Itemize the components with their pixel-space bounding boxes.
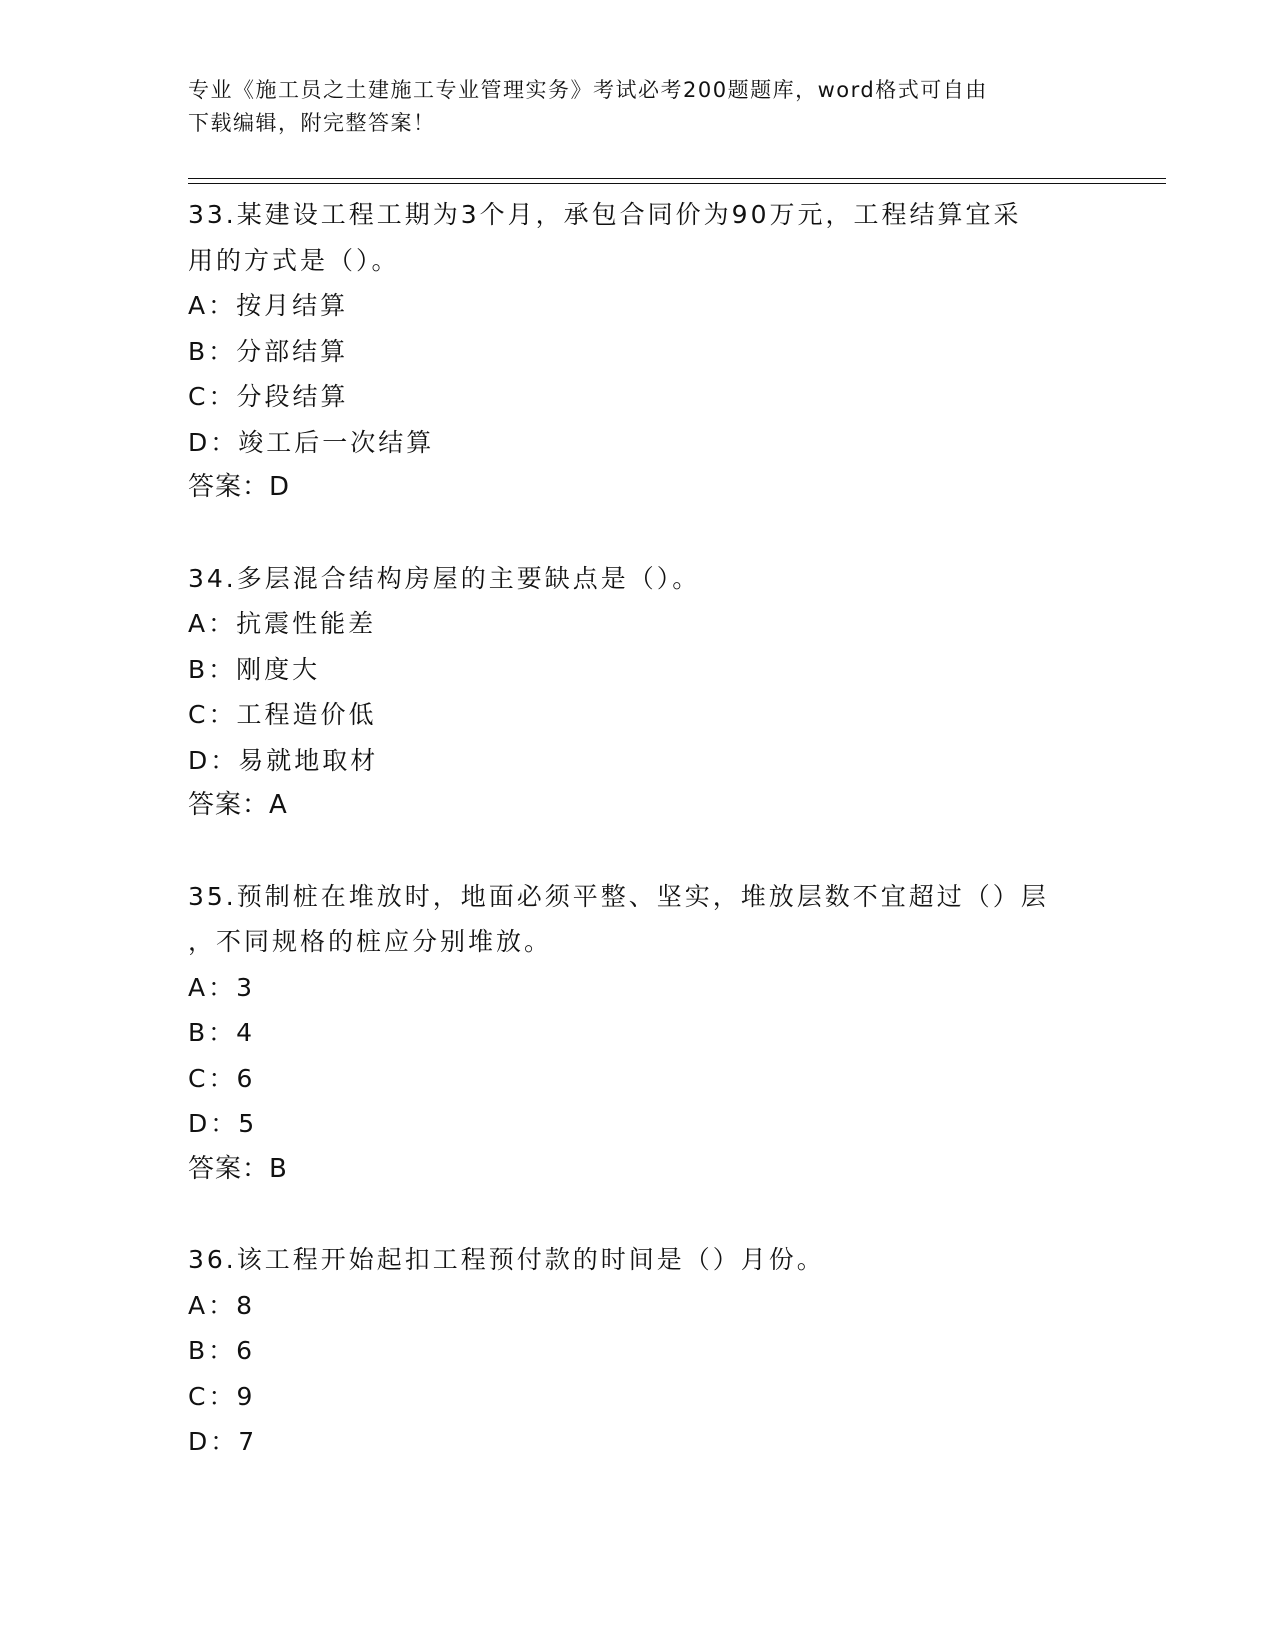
option-letter: C： [188, 700, 237, 729]
option-text: 易就地取材 [238, 745, 379, 775]
option-letter: A： [188, 609, 237, 638]
option-b [188, 329, 1088, 375]
option-text: 分部结算 [236, 336, 349, 366]
option-letter: A： [188, 1290, 237, 1320]
option-letter: D： [188, 1109, 239, 1138]
option-text: 按月结算 [236, 291, 349, 320]
option-d [188, 1101, 1088, 1147]
question-stem-line-1: 33.某建设工程工期为3个月，承包合同价为90万元，工程结算宜采 [188, 200, 1022, 229]
option-letter: C： [188, 1063, 237, 1093]
option-letter: C： [188, 382, 237, 411]
option-letter: D： [188, 745, 239, 775]
option-a [188, 965, 1088, 1011]
option-text: 刚度大 [236, 654, 321, 684]
option-letter: A： [188, 972, 237, 1002]
option-c [188, 692, 1088, 738]
question-35 [188, 874, 1088, 1193]
option-d [188, 420, 1088, 466]
header-divider-bottom [188, 183, 1166, 184]
question-stem-line-2: 用的方式是（）。 [188, 245, 400, 275]
question-stem [188, 1237, 1088, 1283]
option-letter: B： [188, 336, 237, 366]
question-stem [188, 192, 1088, 283]
option-text: 9 [236, 1381, 256, 1411]
option-text: 6 [236, 1336, 256, 1365]
option-text: 竣工后一次结算 [238, 427, 435, 457]
option-text: 分段结算 [236, 382, 349, 411]
option-b [188, 1010, 1088, 1056]
option-a [188, 283, 1088, 329]
option-b [188, 1328, 1088, 1374]
question-stem-line-2: ，不同规格的桩应分别堆放。 [188, 927, 553, 956]
header-line-2: 下载编辑，附完整答案！ [188, 111, 436, 135]
answer-line: 答案：A [188, 790, 288, 820]
question-36 [188, 1237, 1088, 1465]
question-stem-line-1: 36.该工程开始起扣工程预付款的时间是（）月份。 [188, 1245, 825, 1274]
option-letter: C： [188, 1381, 237, 1411]
option-c [188, 1056, 1088, 1102]
option-c [188, 1374, 1088, 1420]
option-d [188, 1419, 1088, 1465]
header-divider-top [188, 178, 1166, 179]
option-text: 抗震性能差 [236, 609, 377, 638]
option-b [188, 647, 1088, 693]
option-text: 3 [236, 972, 256, 1002]
question-33 [188, 192, 1088, 511]
option-text: 4 [236, 1018, 256, 1047]
option-letter: B： [188, 1018, 237, 1047]
question-stem [188, 874, 1088, 965]
option-text: 5 [238, 1109, 258, 1138]
question-stem [188, 556, 1088, 602]
question-stem-line-1: 34.多层混合结构房屋的主要缺点是（）。 [188, 563, 701, 593]
option-text: 6 [236, 1063, 256, 1093]
question-list [188, 192, 1088, 1510]
option-letter: D： [188, 1427, 239, 1456]
option-text: 8 [236, 1290, 256, 1320]
question-34 [188, 556, 1088, 829]
answer-line: 答案：B [188, 1153, 288, 1184]
option-letter: B： [188, 1336, 237, 1365]
option-letter: B： [188, 654, 237, 684]
option-letter: A： [188, 291, 237, 320]
option-a [188, 601, 1088, 647]
question-stem-line-1: 35.预制桩在堆放时，地面必须平整、坚实，堆放层数不宜超过（）层 [188, 881, 1049, 911]
option-d [188, 738, 1088, 784]
option-text: 工程造价低 [236, 700, 377, 729]
answer-line: 答案：D [188, 472, 291, 502]
option-text: 7 [238, 1427, 258, 1456]
document-header [188, 74, 1088, 140]
option-letter: D： [188, 427, 239, 457]
option-a [188, 1283, 1088, 1329]
header-line-1: 专业《施工员之土建施工专业管理实务》考试必考200题题库，word格式可自由 [188, 78, 988, 102]
option-c [188, 374, 1088, 420]
